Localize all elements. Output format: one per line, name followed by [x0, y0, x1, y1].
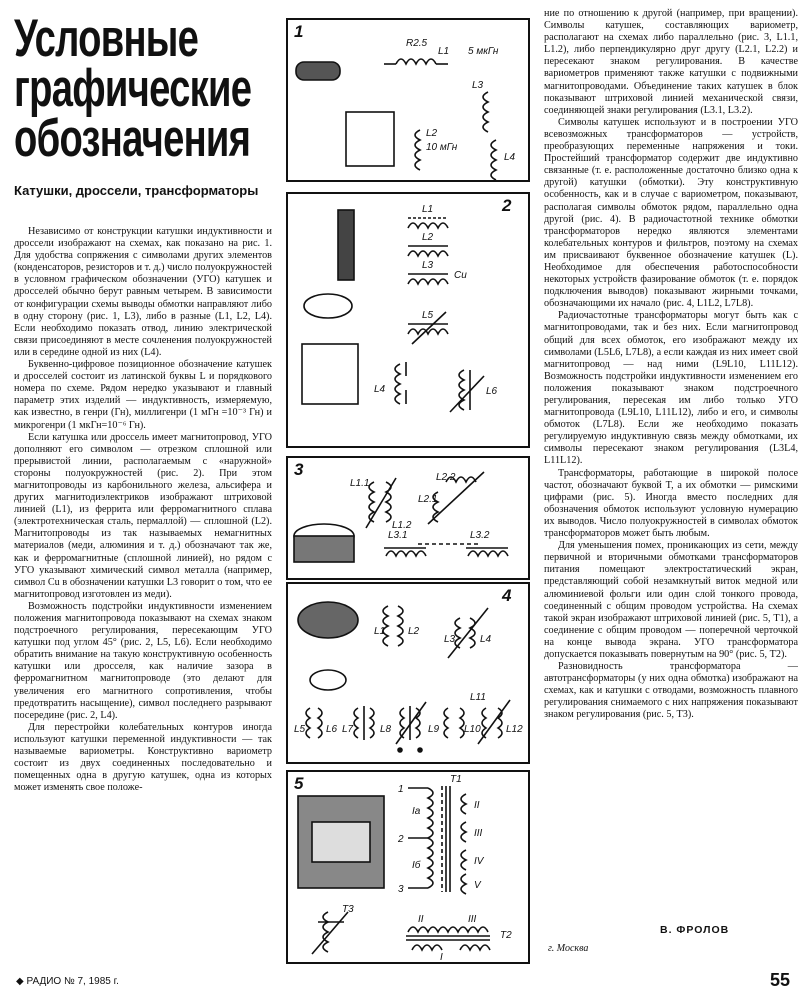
figure-number: 1: [294, 22, 304, 41]
paragraph: Возможность подстройки индуктивности изменением положения магнитопровода показывают на схемах знаком подстроечного регулирования, пересекающим УГО катушки под углом 45° (рис. 2, L5, L6). Если необходимо обратить внимание на такую конструктивную особенность катушки или дросселя, как наличие зазора в ферромагнитном магнитопроводе (это делают для увеличения его магнитного сопротивления, чтобы предотвратить насыщение), символ последнего разрывают посередине (рис. 2, L4).: [14, 600, 272, 721]
figure-label: L3: [472, 80, 484, 91]
figure-1-drawing: [288, 20, 528, 180]
left-text-column: [14, 226, 272, 794]
coil-photo: [338, 210, 354, 280]
figure-label: Cu: [454, 270, 467, 281]
figure-2-drawing: [288, 194, 528, 446]
figure-label: L4: [374, 384, 386, 395]
figure-label: T2: [500, 930, 512, 941]
right-text-column: [544, 8, 798, 722]
paragraph: Буквенно-цифровое позиционное обозначение катушек и дросселей состоит из латинской буквы L и порядкового номера по схеме. Рядом нередко указывают и главный параметр этих изделий — индуктивность, измеряемую, как известно, в генри (Гн), миллигенри (1 мГн =10⁻³ Гн) и микрогенри (1 мкГн=10⁻⁶ Гн).: [14, 359, 272, 431]
inductor-symbol: [415, 130, 420, 170]
figure-label: L3.2: [470, 530, 490, 541]
figure-label: II: [474, 800, 480, 811]
figure-label: L5: [422, 310, 434, 321]
figure-label: L9: [428, 724, 440, 735]
figure-label: 2: [398, 834, 404, 845]
figure-label: L2.2: [436, 472, 456, 483]
figure-5: [286, 770, 530, 964]
inductor-symbol: [396, 59, 436, 64]
core-photo: [346, 112, 394, 166]
figure-label: L12: [506, 724, 523, 735]
figure-label: L5: [294, 724, 306, 735]
article-title: Условные графические обозначения: [14, 9, 252, 168]
figure-label: Iб: [412, 860, 421, 871]
figure-label: Iа: [412, 806, 421, 817]
figure-label: L3.1: [388, 530, 408, 541]
figure-label: V: [474, 880, 481, 891]
paragraph: Если катушка или дроссель имеет магнитопровод, УГО дополняют его символом — отрезком сплошной или прерывистой линии, располагаемым с «наружной» стороны полуокружностей (рис. 2). При этом магнитопроводы из карбонильного железа, альсифера и других магнитодиэлектриков изображают штриховой линией (L1), из феррита или ферромагнитного сплава (электротехническая сталь, пермаллой) — сплошной (L2). Магнитопроводы из так называемых немагнитных материалов (меди, алюминия и т. д.) обозначают так же, как и ферромагнитные (сплошной линией), но рядом с УГО указывают химический символ металла (например, символ Cu в обозначении катушки L3 говорит о том, что ее магнитопровод изготовлен из меди).: [14, 431, 272, 600]
figure-3-drawing: [288, 458, 528, 578]
figure-label: L6: [326, 724, 338, 735]
figure-label: III: [468, 914, 477, 925]
figure-label: 3: [398, 884, 404, 895]
figure-2: [286, 192, 530, 448]
figure-label: L7: [342, 724, 354, 735]
figure-label: III: [474, 828, 483, 839]
magazine-footer: ◆ РАДИО № 7, 1985 г.: [16, 976, 119, 987]
figure-label: T1: [450, 774, 462, 785]
figure-label: L2.1: [418, 494, 438, 505]
figure-label: L1.1: [350, 478, 370, 489]
figure-4-drawing: [288, 584, 528, 762]
figure-number: 4: [502, 586, 512, 605]
figure-label: IV: [474, 856, 484, 867]
figure-number: 3: [294, 460, 304, 479]
figure-label: L2: [426, 128, 438, 139]
paragraph: Независимо от конструкции катушки индуктивности и дроссели изображают на схемах, как показано на рис. 1. Для удобства сопряжения с символами других элементов (конденсаторов, резисторов и т. д.) число полуокружностей в условном графическом обозначении (УГО) катушек и дросселей обычно берут равным четырем. В зависимости от конфигурации схемы выводы обмотки направляют либо в одну сторону (рис. 1, L3), либо в разные (L1, L2, L4). Если необходимо показать отвод, линию электрической связи присоединяют в месте сочленения полуокружностей или в середине одной из них (L4).: [14, 226, 272, 358]
figure-4: [286, 582, 530, 764]
inductor-symbol: [491, 140, 496, 180]
figure-label: L2: [408, 626, 420, 637]
figure-label: 10 мГн: [426, 142, 458, 153]
paragraph: Трансформаторы, работающие в широкой полосе частот, обозначают буквой T, а их обмотки — римскими цифрами (рис. 5). Иногда вместо последних для обозначения обмоток используют условную нумерацию их выводов. Число полуокружностей в символах обмоток трансформаторов может быть любым.: [544, 467, 798, 540]
page-number: 55: [770, 970, 791, 990]
figure-label: L1: [422, 204, 434, 215]
paragraph: ние по отношению к другой (например, при вращении). Символы катушек, составляющих вариометр, располагают на схемах либо параллельно (рис. 3, L1.1, L1.2), либо перпендикулярно друг другу (L2.1, L2.2) и пересекают знаком регулирования. В качестве вариометров применяют также катушки с подвижными магнитопроводами. Объединение таких катушек в блок показывают штриховой линией механической связи, соединяющей знаки регулирования (L3.1, L3.2).: [544, 8, 798, 116]
figure-3: [286, 456, 530, 580]
figure-label: R2.5: [406, 38, 428, 49]
figure-label: I: [440, 952, 443, 962]
figure-label: L4: [480, 634, 492, 645]
paragraph: Для перестройки колебательных контуров иногда используют катушки переменной индуктивности — так называемые вариометры. Конструктивно вариометр состоит из двух соединенных последовательно и помещенных одна в другую катушек, одна из которых может изменять свое положе-: [14, 721, 272, 794]
coil-photo: [296, 62, 340, 80]
figure-label: L2: [422, 232, 434, 243]
figure-label: L1.2: [392, 520, 412, 531]
article-subtitle: Катушки, дроссели, трансформаторы: [14, 183, 259, 198]
ring-core-photo: [304, 294, 352, 318]
figure-label: L4: [504, 152, 516, 163]
author-city: г. Москва: [548, 943, 589, 954]
figure-label: L3: [422, 260, 434, 271]
figure-5-drawing: [288, 772, 528, 962]
inductor-symbol: [483, 92, 488, 132]
paragraph: Разновидность трансформатора — автотрансформаторы (у них одна обмотка) изображают на схемах, как и катушки с отводами, возможность плавного регулирования снимаемого с них напряжения показывают знаком регулирования (рис. 5, T3).: [544, 661, 798, 721]
ring-core-photo: [310, 670, 346, 690]
figure-1: [286, 18, 530, 182]
paragraph: Для уменьшения помех, проникающих из сети, между первичной и вторичными обмотками трансформаторов питания помещают электростатический экран, представляющий собой незамкнутый виток медной или алюминиевой фольги или один слой тонкого провода, соединенный с общим проводом устройства. На схемах такой экран изображают штриховой линией (рис. 5, T1), а соединение с общим проводом — поперечной черточкой на конце вывода экрана. УГО трансформатора допускается показывать повернутым на 90° (рис. 5, T2).: [544, 540, 798, 660]
figure-label: L10: [464, 724, 481, 735]
figure-label: L3: [444, 634, 456, 645]
figure-label: 5 мкГн: [468, 46, 499, 57]
figure-label: II: [418, 914, 424, 925]
figure-label: L1: [438, 46, 450, 57]
author-name: В. ФРОЛОВ: [660, 924, 730, 936]
pot-core-photo: [302, 344, 358, 404]
figure-label: L1: [374, 626, 386, 637]
figure-label: L8: [380, 724, 392, 735]
transformer-photo: [298, 602, 358, 638]
figure-label: T3: [342, 904, 354, 915]
figure-number: 2: [502, 196, 512, 215]
figure-label: L11: [470, 692, 486, 703]
paragraph: Радиочастотные трансформаторы могут быть как с магнитопроводами, так и без них. Если магнитопровод общий для всех обмоток, его изображают между их символами (L5L6, L7L8), а если каждая из них имеет свой магнитопровод — над ними (L9L10, L11L12). Возможность подстройки индуктивности изменением его положения показывают знаком подстроечного регулирования, пересекая им либо только УГО магнитопровода (L9L10, L11L12), либо и его, и символы обмоток (L7L8). Если же необходимо показать регулируемую индуктивную связь между обмотками, их символы пересекают знаком регулирования (L3L4, L11L12).: [544, 310, 798, 467]
figure-number: 5: [294, 774, 304, 793]
figure-label: 1: [398, 784, 404, 795]
paragraph: Символы катушек используют и в построении УГО всевозможных трансформаторов — устройств, преобразующих переменные напряжения и токи. Простейший трансформатор содержит две индуктивно связанные (т. е. расположенные достаточно близко одна к другой) катушки (обмотки). Эту конструктивную особенность, как и в случае с вариометром, показывают, располагая символы обмоток рядом, параллельно одна другой (рис. 4). В радиочастотной технике обмотки трансформаторов нередко являются элементами колебательных контуров и фильтров, поэтому на схемах им присваивают буквенное обозначение катушек (L). Необходимое для обеспечения работоспособности некоторых устройств фазирование обмоток (т. е. порядок подключения выводов) показывают жирными точками, обозначающими их начало (рис. 4, L1L2, L7L8).: [544, 116, 798, 310]
figure-label: L6: [486, 386, 498, 397]
